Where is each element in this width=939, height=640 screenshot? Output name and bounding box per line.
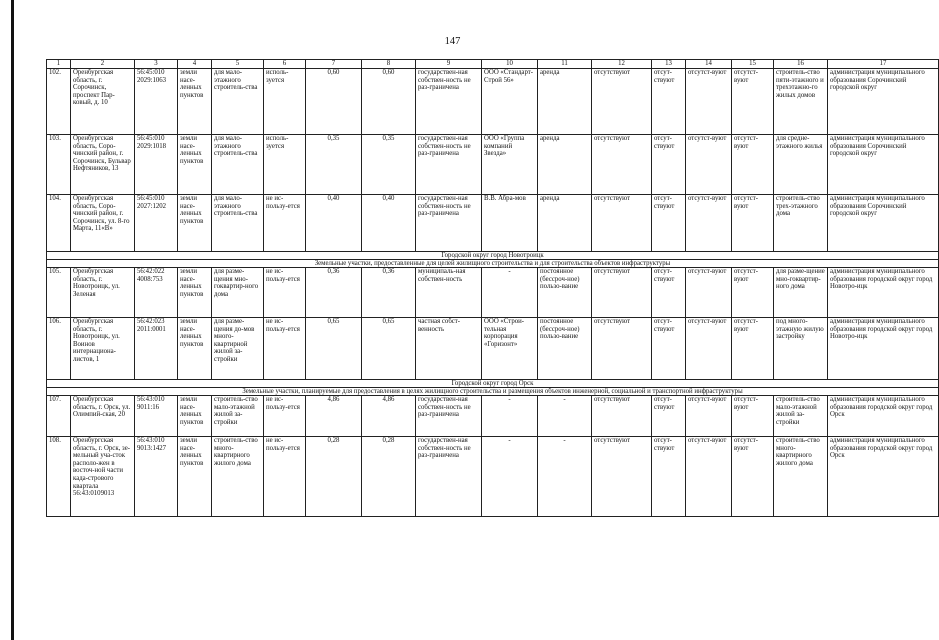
column-number-header: 9 [416, 60, 482, 69]
table-cell: отсут-ствуют [652, 195, 686, 252]
table-cell: отсутствуют [592, 195, 652, 252]
subsection-heading [47, 388, 939, 396]
table-cell: для мало-этажного строитель-ства [212, 195, 264, 252]
table-cell: отсутст-вуют [732, 135, 774, 195]
section-heading [47, 380, 939, 388]
table-cell: 0,40 [306, 195, 362, 252]
column-number-header: 11 [538, 60, 592, 69]
table-cell: 104. [47, 195, 71, 252]
column-number-header: 14 [686, 60, 732, 69]
table-cell: Оренбургская область, Соро-чинский район, г. Сорочинск, Бульвар Нефтяников, 13 [71, 135, 135, 195]
table-cell: строитель-ство мало-этажной жилой за-стройки [774, 396, 828, 437]
subsection-heading [47, 260, 939, 268]
table-cell: отсут-ствуют [652, 318, 686, 380]
table-cell: 56:45:010 2029:1063 [135, 69, 178, 135]
table-cell: земли насе-ленных пунктов [178, 195, 212, 252]
table-cell: отсутст-вуют [686, 195, 732, 252]
table-cell: 0,65 [306, 318, 362, 380]
table-cell: администрация муниципального образования городской округ город Новотро-ицк [828, 268, 939, 318]
table-cell: 0,35 [306, 135, 362, 195]
table-cell: отсутствуют [592, 318, 652, 380]
table-cell: ООО «Группа компаний Звезда» [482, 135, 538, 195]
table-cell: 4,86 [306, 396, 362, 437]
table-cell: 0,28 [306, 437, 362, 517]
table-row [47, 195, 939, 252]
column-number-row [47, 60, 939, 69]
section-heading [47, 252, 939, 260]
table-cell: 0,60 [362, 69, 416, 135]
table-cell: не ис-пользу-ется [264, 318, 306, 380]
table-cell: под много-этажную жилую застройку [774, 318, 828, 380]
binding-edge-line [11, 0, 14, 640]
column-number-header: 17 [828, 60, 939, 69]
column-number-header: 15 [732, 60, 774, 69]
section-heading-label: Городской округ город Новотроицк [47, 252, 939, 260]
table-cell: для разме-щения до-мов много-квартирной жилой за-стройки [212, 318, 264, 380]
table-cell: частная собст-венность [416, 318, 482, 380]
table-cell: администрация муниципального образования Сорочинский городской округ [828, 135, 939, 195]
table-cell: для мало-этажного строитель-ства [212, 69, 264, 135]
table-cell: государствен-ная собствен-ность не раз-граничена [416, 437, 482, 517]
table-cell: земли насе-ленных пунктов [178, 268, 212, 318]
table-row [47, 396, 939, 437]
table-body [47, 60, 939, 517]
table-cell: администрация муниципального образования Сорочинский городской округ [828, 195, 939, 252]
table-cell: ООО «Строи-тельная корпорация «Горизонт» [482, 318, 538, 380]
column-number-header: 3 [135, 60, 178, 69]
table-row [47, 268, 939, 318]
page-number: 147 [444, 36, 461, 47]
table-cell: 56:43:010 9013:1427 [135, 437, 178, 517]
table-cell: отсут-ствуют [652, 69, 686, 135]
column-number-header: 8 [362, 60, 416, 69]
table-cell: отсутст-вуют [732, 195, 774, 252]
table-cell: Оренбургская область, Соро-чинский район, г. Сорочинск, ул. 8-го Марта, 11«В» [71, 195, 135, 252]
table-cell: Оренбургская область, г. Орск, ул. Олимпий-ская, 20 [71, 396, 135, 437]
table-cell: земли насе-ленных пунктов [178, 69, 212, 135]
table-cell: Оренбургская область, г. Новотроицк, ул. Зеленая [71, 268, 135, 318]
column-number-header: 2 [71, 60, 135, 69]
table-cell: - [538, 396, 592, 437]
table-row [47, 69, 939, 135]
table-cell: государствен-ная собствен-ность не раз-граничена [416, 135, 482, 195]
table-cell: отсутст-вуют [732, 396, 774, 437]
table-cell: не ис-пользу-ется [264, 195, 306, 252]
column-number-header: 16 [774, 60, 828, 69]
table-cell: 0,35 [362, 135, 416, 195]
column-number-header: 7 [306, 60, 362, 69]
table-cell: В.В. Абра-мов [482, 195, 538, 252]
column-number-header: 13 [652, 60, 686, 69]
table-cell: земли насе-ленных пунктов [178, 396, 212, 437]
table-cell: муниципаль-ная собствен-ность [416, 268, 482, 318]
table-cell: 0,40 [362, 195, 416, 252]
table-cell: земли насе-ленных пунктов [178, 318, 212, 380]
column-number-header: 12 [592, 60, 652, 69]
table-cell: строитель-ство трех-этажного дома [774, 195, 828, 252]
column-number-header: 5 [212, 60, 264, 69]
table-cell: отсутст-вуют [732, 318, 774, 380]
table-cell: отсутствуют [592, 396, 652, 437]
table-cell: администрация муниципального образования городской округ город Орск [828, 437, 939, 517]
table-cell: исполь-зуется [264, 135, 306, 195]
table-cell: отсутст-вуют [732, 268, 774, 318]
table-cell: отсутст-вуют [686, 437, 732, 517]
table-cell: отсут-ствуют [652, 268, 686, 318]
table-cell: для средне-этажного жилья [774, 135, 828, 195]
table-cell: 106. [47, 318, 71, 380]
table-cell: 0,36 [306, 268, 362, 318]
table-cell: 0,36 [362, 268, 416, 318]
land-plots-table [46, 59, 939, 517]
column-number-header: 1 [47, 60, 71, 69]
table-cell: земли насе-ленных пунктов [178, 135, 212, 195]
table-cell: отсутст-вуют [686, 69, 732, 135]
table-cell: для мало-этажного строитель-ства [212, 135, 264, 195]
table-cell: 4,86 [362, 396, 416, 437]
table-cell: строитель-ство пяти-этажного и трехэтажно-го жилых домов [774, 69, 828, 135]
table-cell: - [538, 437, 592, 517]
table-cell: Оренбургская область, г. Орск, зе-мельный уча-сток располо-жен в восточ-ной части када-стрового квартала 56:43:0109013 [71, 437, 135, 517]
table-row [47, 318, 939, 380]
table-cell: 0,60 [306, 69, 362, 135]
table-cell: администрация муниципального образования Сорочинский городской округ [828, 69, 939, 135]
table-row [47, 437, 939, 517]
table-cell: отсутст-вуют [686, 268, 732, 318]
table-cell: не ис-пользу-ется [264, 437, 306, 517]
subsection-heading-label: Земельные участки, планируемые для предоставления в целях жилищного строительства и размещения объектов инженерной, социальной и транспортной инфраструктуры [47, 388, 939, 396]
table-cell: отсутствуют [592, 135, 652, 195]
table-cell: 56:42:023 2011:0001 [135, 318, 178, 380]
table-cell: 56:43:010 9011:16 [135, 396, 178, 437]
table-cell: отсутст-вуют [686, 318, 732, 380]
table-cell: - [482, 437, 538, 517]
table-cell: исполь-зуется [264, 69, 306, 135]
section-heading-label: Городской округ город Орск [47, 380, 939, 388]
table-cell: строитель-ство много-квартирного жилого дома [212, 437, 264, 517]
table-cell: аренда [538, 69, 592, 135]
table-cell: постоянное (бессроч-ное) пользо-вание [538, 318, 592, 380]
table-cell: не ис-пользу-ется [264, 268, 306, 318]
table-cell: отсутст-вуют [686, 396, 732, 437]
table-cell: аренда [538, 195, 592, 252]
column-number-header: 6 [264, 60, 306, 69]
table-cell: отсутст-вуют [732, 69, 774, 135]
column-number-header: 10 [482, 60, 538, 69]
table-cell: государствен-ная собствен-ность не раз-граничена [416, 69, 482, 135]
table-cell: 103. [47, 135, 71, 195]
table-cell: 102. [47, 69, 71, 135]
table-cell: для разме-щение мно-гоквартир-ного дома [774, 268, 828, 318]
table-cell: отсутствуют [592, 437, 652, 517]
table-cell: постоянное (бессроч-ное) пользо-вание [538, 268, 592, 318]
subsection-heading-label: Земельные участки, предоставленные для целей жилищного строительства и для строительства объектов инфраструктуры [47, 260, 939, 268]
table-cell: для разме-щения мно-гоквартир-ного дома [212, 268, 264, 318]
table-cell: отсутст-вуют [686, 135, 732, 195]
table-cell: ООО «Стандарт-Строй 56» [482, 69, 538, 135]
table-cell: строитель-ство мало-этажной жилой за-стройки [212, 396, 264, 437]
table-cell: 0,65 [362, 318, 416, 380]
table-cell: земли насе-ленных пунктов [178, 437, 212, 517]
table-cell: отсут-ствуют [652, 135, 686, 195]
table-cell: отсутствуют [592, 268, 652, 318]
table-row [47, 135, 939, 195]
table-cell: 107. [47, 396, 71, 437]
table-cell: 105. [47, 268, 71, 318]
table-cell: 56:42:022 4008:753 [135, 268, 178, 318]
table-cell: 56:45:010 2027:1202 [135, 195, 178, 252]
column-number-header: 4 [178, 60, 212, 69]
table-cell: отсутст-вуют [732, 437, 774, 517]
table-cell: государствен-ная собствен-ность не раз-граничена [416, 396, 482, 437]
table-cell: - [482, 268, 538, 318]
table-cell: 56:45:010 2029:1018 [135, 135, 178, 195]
table-cell: не ис-пользу-ется [264, 396, 306, 437]
table-cell: администрация муниципального образования городской округ город Орск [828, 396, 939, 437]
table-cell: отсут-ствуют [652, 396, 686, 437]
table-cell: Оренбургская область, г. Сорочинск, проспект Пар-ковый, д. 10 [71, 69, 135, 135]
table-cell: строитель-ство много-квартирного жилого дома [774, 437, 828, 517]
table-cell: аренда [538, 135, 592, 195]
table-cell: государствен-ная собствен-ность не раз-граничена [416, 195, 482, 252]
table-cell: - [482, 396, 538, 437]
table-cell: администрация муниципального образования городской округ город Новотро-ицк [828, 318, 939, 380]
table-cell: 108. [47, 437, 71, 517]
table-cell: Оренбургская область, г. Новотроицк, ул. Воинов интернациона-листов, 1 [71, 318, 135, 380]
table-cell: отсутствуют [592, 69, 652, 135]
table-cell: 0,28 [362, 437, 416, 517]
table-cell: отсут-ствуют [652, 437, 686, 517]
